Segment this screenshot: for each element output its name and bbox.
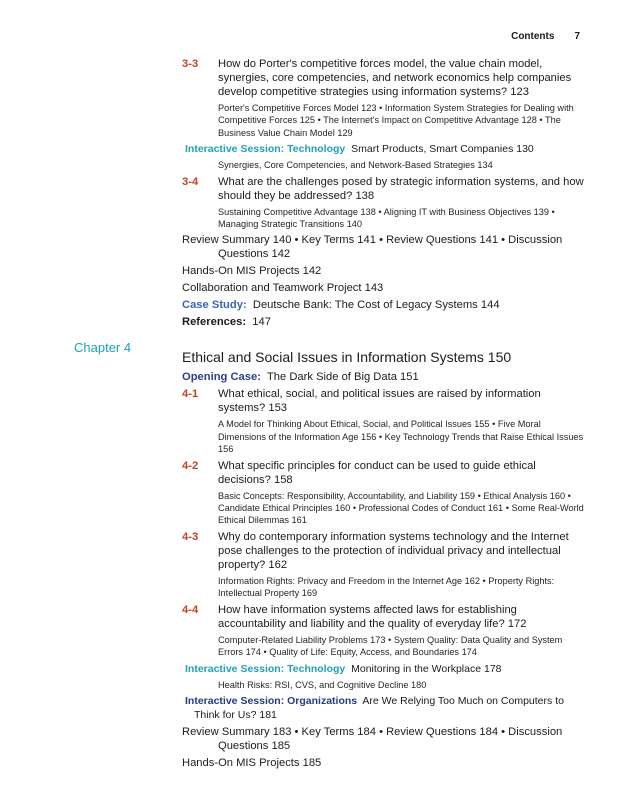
case-study[interactable] [182, 298, 584, 312]
opening-case[interactable] [182, 370, 584, 384]
opening-case-title: The Dark Side of Big Data 151 [266, 371, 419, 384]
interactive-session[interactable] [182, 662, 584, 676]
section-title: How do Porter's competitive forces model, the value chain model, synergies, core competencies, and network economics help companies develop competitive strategies using information systems? 123 [218, 58, 572, 98]
session-label: Interactive Session: Technology [185, 143, 346, 156]
section-number: 4-4 [182, 603, 199, 616]
section-topics: Basic Concepts: Responsibility, Accountability, and Liability 159 • Ethical Analysis 160 • Candidate Ethical Principles 160 • Professional Codes of Conduct 161 • Some Real-World Ethical Dilemmas 161 [218, 490, 584, 526]
references[interactable] [182, 315, 584, 329]
review-line[interactable]: Review Summary 183 • Key Terms 184 • Review Questions 184 • Discussion Questions 185 [182, 725, 563, 752]
section-topics: Computer-Related Liability Problems 173 • System Quality: Data Quality and System Errors 174 • Quality of Life: Equity, Access, and Boundaries 174 [218, 634, 563, 658]
section-topics: Synergies, Core Competencies, and Network-Based Strategies 134 [218, 160, 493, 171]
section-title: How have information systems affected laws for establishing accountability and liability and the quality of everyday life? 172 [218, 603, 527, 630]
section-number: 4-1 [182, 388, 199, 401]
section-3-3[interactable] [182, 57, 584, 99]
section-topics: Sustaining Competitive Advantage 138 • Aligning IT with Business Objectives 139 • Managing Strategic Transitions 140 [218, 206, 555, 230]
section-number: 4-2 [182, 459, 199, 472]
interactive-session[interactable] [182, 142, 584, 156]
case-study-title: Deutsche Bank: The Cost of Legacy Systems 144 [252, 299, 500, 312]
header-section: Contents [511, 31, 555, 42]
section-number: 3-4 [182, 175, 199, 188]
section-topics: Information Rights: Privacy and Freedom in the Internet Age 162 • Property Rights: Intellectual Property 169 [218, 575, 555, 599]
section-number: 4-3 [182, 530, 199, 543]
session-title: Monitoring in the Workplace 178 [351, 662, 502, 675]
section-title: Why do contemporary information systems technology and the Internet pose challenges to the protection of individual privacy and intellectual property? 162 [218, 530, 569, 571]
session-title: Are We Relying Too Much on Computers to Think for Us? 181 [194, 694, 564, 721]
section-topics: A Model for Thinking About Ethical, Social, and Political Issues 155 • Five Moral Dimensions of the Information Age 156 • Key Technology Trends that Raise Ethical Issues 156 [218, 419, 584, 455]
section-4-1[interactable] [182, 387, 584, 415]
hands-on-projects[interactable]: Hands-On MIS Projects 142 [182, 265, 322, 278]
section-topics: Porter's Competitive Forces Model 123 • Information System Strategies for Dealing with Competitive Forces 125 • The Internet's Impact on Competitive Advantage 128 • The Business Value Chain Model 129 [218, 103, 574, 138]
section-number: 3-3 [182, 58, 199, 70]
section-3-4[interactable] [182, 175, 584, 203]
page-number: 7 [574, 31, 580, 42]
section-title: What are the challenges posed by strategic information systems, and how should they be addressed? 138 [218, 175, 584, 202]
hands-on-projects[interactable]: Hands-On MIS Projects 185 [182, 756, 322, 769]
case-study-label: Case Study: [182, 299, 247, 312]
session-label: Interactive Session: Organizations [185, 694, 358, 707]
opening-case-label: Opening Case: [182, 371, 261, 384]
section-4-4[interactable] [182, 603, 584, 631]
chapter-4-label[interactable]: Chapter 4 [74, 340, 132, 355]
section-title: What specific principles for conduct can be used to guide ethical decisions? 158 [218, 459, 536, 486]
chapter-4-title[interactable]: Ethical and Social Issues in Information Systems 150 [182, 349, 512, 366]
section-4-2[interactable] [182, 459, 584, 487]
toc-list [182, 54, 584, 770]
running-header [511, 31, 580, 42]
section-title: What ethical, social, and political issues are raised by information systems? 153 [218, 388, 541, 415]
interactive-session[interactable] [182, 694, 584, 722]
session-label: Interactive Session: Technology [185, 662, 346, 675]
session-title: Smart Products, Smart Companies 130 [351, 143, 534, 156]
references-page: 147 [252, 316, 271, 329]
section-4-3[interactable] [182, 530, 584, 572]
section-topics: Health Risks: RSI, CVS, and Cognitive Decline 180 [218, 679, 427, 690]
collaboration-project[interactable]: Collaboration and Teamwork Project 143 [182, 282, 384, 295]
references-label: References: [182, 316, 247, 329]
review-line[interactable]: Review Summary 140 • Key Terms 141 • Review Questions 141 • Discussion Questions 142 [182, 234, 563, 261]
